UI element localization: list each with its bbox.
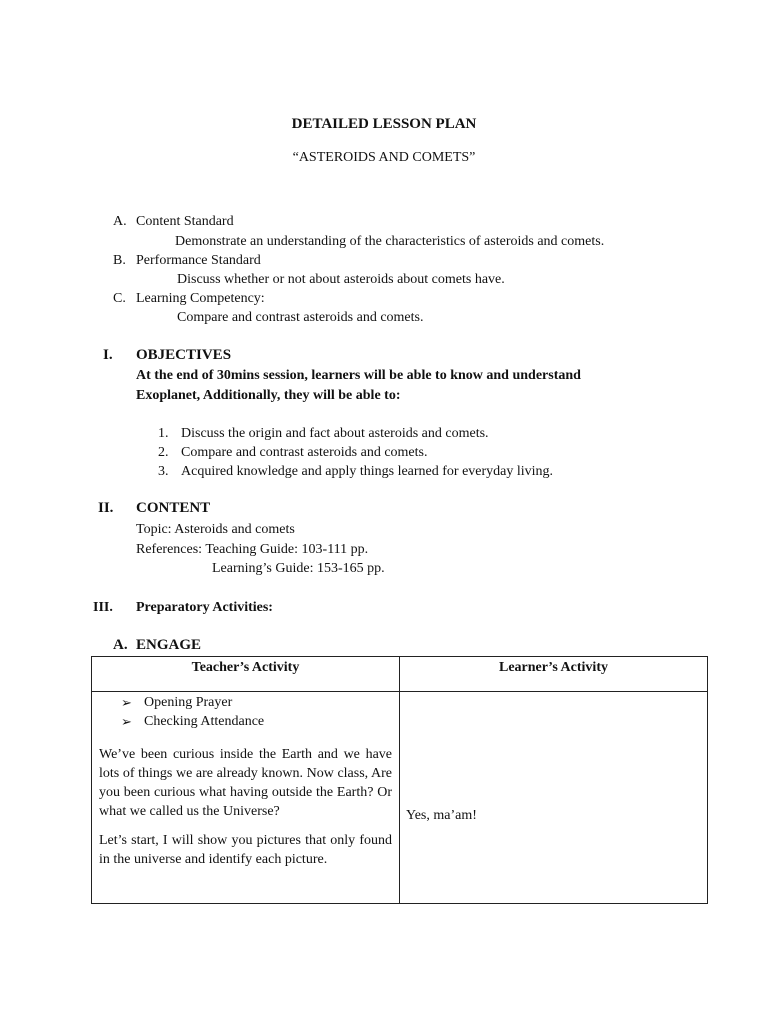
content-learners-guide: Learning’s Guide: 153-165 pp.	[212, 561, 385, 576]
content-references: References: Teaching Guide: 103-111 pp.	[136, 542, 369, 557]
objective-1-text: Discuss the origin and fact about asteroids and comets.	[181, 426, 489, 441]
standard-b-label: Performance Standard	[136, 253, 261, 268]
engage-letter: A.	[113, 637, 128, 653]
table-header-row	[92, 657, 708, 692]
arrow-bullet-icon: ➢	[121, 714, 132, 729]
bullet-checking-attendance: Checking Attendance	[144, 714, 265, 729]
standard-a-detail: Demonstrate an understanding of the characteristics of asteroids and comets.	[175, 234, 605, 249]
standard-b-detail: Discuss whether or not about asteroids about comets have.	[177, 272, 505, 287]
objective-1-number: 1.	[158, 426, 169, 441]
preparatory-numeral: III.	[93, 600, 113, 615]
content-heading: CONTENT	[136, 500, 211, 516]
activity-table	[91, 656, 708, 904]
objectives-intro-line1: At the end of 30mins session, learners will be able to know and understand	[136, 368, 581, 383]
objectives-heading: OBJECTIVES	[136, 347, 232, 363]
objective-2-number: 2.	[158, 445, 169, 460]
teacher-activity-cell	[92, 692, 400, 904]
objective-3-text: Acquired knowledge and apply things learned for everyday living.	[181, 464, 554, 479]
teacher-bullet-list	[92, 693, 399, 731]
list-item	[92, 712, 399, 731]
standard-c-label: Learning Competency:	[136, 291, 265, 306]
teacher-paragraph-2: Let’s start, I will show you pictures that only found in the universe and identify each picture.	[99, 833, 392, 867]
arrow-bullet-icon: ➢	[121, 695, 132, 710]
standard-b-letter: B.	[113, 253, 126, 268]
content-numeral: II.	[98, 500, 114, 516]
bullet-opening-prayer: Opening Prayer	[144, 695, 233, 710]
preparatory-heading: Preparatory Activities:	[136, 600, 273, 615]
document-subtitle: “ASTEROIDS AND COMETS”	[292, 150, 476, 165]
learner-activity-cell	[400, 692, 708, 904]
standard-c-letter: C.	[113, 291, 126, 306]
teacher-activity-header: Teacher’s Activity	[92, 657, 400, 692]
engage-heading: ENGAGE	[136, 637, 202, 653]
objectives-intro-line2: Exoplanet, Additionally, they will be able to:	[136, 388, 401, 403]
teacher-paragraph-1: We’ve been curious inside the Earth and we have lots of things we are already known. Now class, Are you been curious what having outside the Earth? Or what we called us the Universe?	[99, 747, 392, 819]
table-row	[92, 692, 708, 904]
standard-a-letter: A.	[113, 214, 127, 229]
learner-activity-header: Learner’s Activity	[400, 657, 708, 692]
objective-3-number: 3.	[158, 464, 169, 479]
content-topic: Topic: Asteroids and comets	[136, 522, 295, 537]
learner-response: Yes, ma’am!	[406, 808, 477, 823]
document-title: DETAILED LESSON PLAN	[291, 116, 477, 132]
objectives-numeral: I.	[103, 347, 113, 363]
list-item	[92, 693, 399, 712]
standard-a-label: Content Standard	[136, 214, 234, 229]
standard-c-detail: Compare and contrast asteroids and comets.	[177, 310, 424, 325]
objective-2-text: Compare and contrast asteroids and comets.	[181, 445, 428, 460]
